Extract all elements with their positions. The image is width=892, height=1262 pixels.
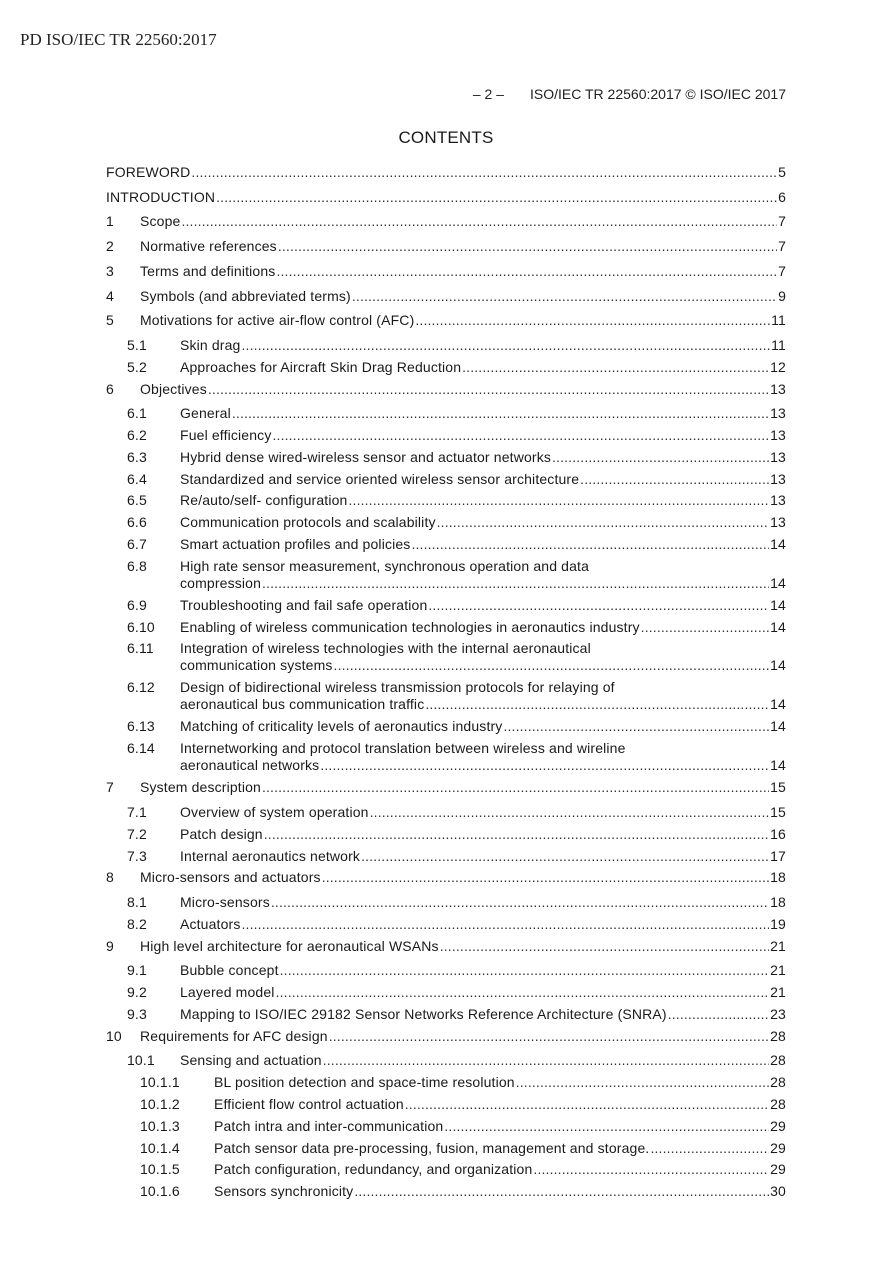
dot-leader	[370, 804, 770, 821]
toc-entry-title: Communication protocols and scalability	[180, 514, 436, 531]
dot-leader	[516, 1074, 769, 1091]
toc-entry-number: 6.1	[127, 405, 147, 422]
dot-leader	[280, 962, 770, 979]
toc-entry-page: 13	[770, 448, 786, 465]
toc-entry-number: 10	[106, 1027, 122, 1044]
dot-leader	[361, 848, 769, 865]
toc-entry-page: 11	[771, 336, 786, 353]
toc-entry-number: 6.4	[127, 470, 147, 487]
toc-entry-number: 5.1	[127, 336, 147, 353]
dot-leader	[641, 619, 769, 636]
toc-entry[interactable]	[106, 359, 786, 376]
toc-entry[interactable]	[106, 718, 786, 735]
toc-entry-page: 7	[778, 213, 786, 230]
dot-leader	[411, 536, 769, 553]
toc-entry-page: 16	[770, 825, 786, 842]
page-label: – 2 –	[472, 86, 505, 102]
toc-entry-title: INTRODUCTION	[106, 188, 216, 205]
dot-leader	[462, 359, 769, 376]
copyright-reference: ISO/IEC TR 22560:2017 © ISO/IEC 2017	[530, 86, 786, 102]
toc-entry[interactable]	[106, 471, 786, 488]
toc-entry-title: Internal aeronautics network	[180, 847, 361, 864]
toc-entry[interactable]	[106, 1096, 786, 1113]
dot-leader	[272, 427, 769, 444]
toc-entry[interactable]	[106, 962, 786, 979]
toc-entry-page: 15	[770, 779, 786, 796]
dot-leader	[262, 779, 769, 796]
toc-entry[interactable]	[106, 337, 786, 354]
toc-entry-title: Efficient flow control actuation	[214, 1096, 404, 1112]
toc-entry[interactable]	[106, 213, 786, 230]
toc-entry-title: Matching of criticality levels of aeronautics industry	[180, 718, 503, 735]
dot-leader	[276, 984, 770, 1001]
toc-entry-title: Re/auto/self- configuration	[180, 492, 348, 509]
toc-entry-number: 7.2	[127, 825, 147, 842]
toc-entry-title: Design of bidirectional wireless transmission protocols for relaying of	[180, 679, 615, 696]
toc-entry-title: General	[180, 405, 231, 422]
contents-title: CONTENTS	[398, 128, 494, 147]
toc-entry[interactable]	[106, 263, 786, 280]
toc-entry-number: 3	[106, 262, 114, 279]
toc-entry-page: 14	[770, 696, 786, 713]
toc-entry-title: Troubleshooting and fail safe operation	[180, 596, 428, 613]
toc-entry-number: 6.13	[127, 718, 155, 735]
toc-entry-title-continued: aeronautical networks	[180, 757, 320, 774]
toc-entry-number: 9.2	[127, 984, 147, 1001]
dot-leader	[428, 597, 769, 614]
toc-entry-number: 10.1.5	[140, 1161, 180, 1178]
toc-entry-title: Smart actuation profiles and policies	[180, 536, 411, 552]
toc-entry-page: 28	[770, 1052, 786, 1069]
toc-entry-title: Actuators	[180, 915, 241, 932]
dot-leader	[242, 337, 771, 354]
dot-leader	[668, 1006, 769, 1023]
toc-entry[interactable]	[106, 449, 786, 466]
toc-entry-title: Integration of wireless technologies with the internal aeronautical	[180, 640, 591, 657]
dot-leader	[503, 718, 769, 735]
dot-leader	[415, 312, 770, 329]
dot-leader	[354, 1183, 769, 1200]
toc-entry[interactable]	[106, 427, 786, 444]
toc-entry-number: 6.2	[127, 427, 147, 443]
dot-leader	[533, 1161, 769, 1178]
toc-entry[interactable]	[106, 1118, 786, 1135]
toc-entry-page: 23	[770, 1005, 786, 1022]
toc-entry-number: 8	[106, 869, 114, 886]
toc-entry-title: Fuel efficiency	[180, 427, 272, 443]
toc-entry[interactable]	[106, 869, 786, 886]
toc-entry-title: Approaches for Aircraft Skin Drag Reduction	[180, 358, 462, 375]
toc-entry-page: 11	[771, 312, 786, 329]
toc-entry-title: High level architecture for aeronautical WSANs	[140, 937, 439, 954]
dot-leader	[323, 1052, 769, 1069]
toc-entry-page: 19	[770, 915, 786, 932]
toc-entry[interactable]	[106, 1183, 786, 1200]
toc-entry[interactable]	[106, 640, 786, 674]
dot-leader	[329, 1028, 769, 1045]
toc-entry-title: Sensing and actuation	[180, 1052, 322, 1069]
toc-entry[interactable]	[106, 597, 786, 614]
toc-entry-page: 9	[778, 287, 786, 304]
toc-entry[interactable]	[106, 938, 786, 955]
toc-entry-title: Layered model	[180, 984, 275, 1001]
toc-entry-page: 14	[770, 718, 786, 735]
toc-entry[interactable]	[106, 492, 786, 509]
toc-entry-title: Internetworking and protocol translation between wireless and wireline	[180, 740, 626, 757]
dot-leader	[278, 238, 777, 255]
dot-leader	[437, 514, 769, 531]
toc-entry-number: 7.1	[127, 803, 147, 820]
dot-leader	[334, 657, 770, 674]
toc-entry-page: 29	[770, 1117, 786, 1134]
toc-entry-number: 2	[106, 238, 114, 255]
toc-entry-title: Scope	[140, 213, 181, 230]
dot-leader	[440, 938, 769, 955]
toc-entry-title: Bubble concept	[180, 962, 279, 979]
toc-entry[interactable]	[106, 514, 786, 531]
dot-leader	[552, 449, 769, 466]
toc-entry-title-continued: compression	[180, 574, 262, 591]
toc-entry-page: 28	[770, 1096, 786, 1112]
toc-entry[interactable]	[106, 894, 786, 911]
toc-entry-page: 14	[770, 618, 786, 635]
toc-entry-title: Patch sensor data pre-processing, fusion, management and storage.	[214, 1139, 650, 1156]
toc-entry-number: 10.1.4	[140, 1139, 180, 1156]
toc-entry-number: 6.9	[127, 596, 147, 613]
toc-entry[interactable]	[106, 536, 786, 553]
toc-entry-page: 21	[770, 937, 786, 954]
toc-entry[interactable]	[106, 740, 786, 774]
toc-entry[interactable]	[106, 1006, 786, 1023]
dot-leader	[352, 288, 777, 305]
toc-entry-number: 6.14	[127, 740, 155, 757]
toc-entry-number: 8.2	[127, 915, 147, 932]
toc-entry-title: System description	[140, 779, 261, 796]
toc-entry-title: BL position detection and space-time resolution	[214, 1074, 515, 1091]
toc-entry-number: 6.8	[127, 557, 147, 574]
toc-entry-number: 7.3	[127, 847, 147, 864]
toc-entry-title: Terms and definitions	[140, 262, 276, 279]
toc-entry[interactable]	[106, 558, 786, 592]
toc-entry-number: 6.3	[127, 448, 147, 465]
toc-entry-page: 5	[778, 164, 786, 180]
dot-leader	[216, 189, 777, 206]
toc-entry-number: 1	[106, 213, 114, 230]
dot-leader	[271, 894, 769, 911]
toc-entry-page: 14	[770, 574, 786, 591]
toc-entry-page: 18	[770, 869, 786, 886]
toc-entry-page: 14	[770, 657, 786, 674]
toc-entry-title: Enabling of wireless communication technologies in aeronautics industry	[180, 618, 640, 635]
toc-entry-title: Requirements for AFC design	[140, 1027, 328, 1044]
toc-entry-number: 8.1	[127, 894, 147, 910]
dot-leader	[208, 381, 769, 398]
toc-entry-title-continued: aeronautical bus communication traffic	[180, 696, 425, 713]
dot-leader	[322, 869, 769, 886]
toc-entry[interactable]	[106, 1028, 786, 1045]
toc-entry-title: Symbols (and abbreviated terms)	[140, 287, 351, 304]
dot-leader	[425, 696, 769, 713]
toc-entry[interactable]	[106, 1074, 786, 1091]
toc-entry-number: 9	[106, 937, 114, 954]
toc-entry-title: Sensors synchronicity	[214, 1183, 354, 1200]
toc-entry-number: 6.6	[127, 514, 147, 531]
dot-leader	[181, 213, 777, 230]
toc-entry[interactable]	[106, 619, 786, 636]
toc-entry[interactable]	[106, 164, 786, 181]
toc-entry-number: 5	[106, 312, 114, 329]
toc-entry-title: Patch design	[180, 825, 263, 842]
dot-leader	[348, 492, 769, 509]
dot-leader	[580, 471, 769, 488]
dot-leader	[191, 164, 777, 181]
dot-leader	[242, 916, 770, 933]
toc-entry-page: 13	[770, 405, 786, 422]
toc-entry[interactable]	[106, 848, 786, 865]
toc-entry-number: 10.1.2	[140, 1096, 180, 1112]
toc-entry[interactable]	[106, 1052, 786, 1069]
toc-entry-title: High rate sensor measurement, synchronous operation and data	[180, 557, 590, 574]
toc-entry-title: Overview of system operation	[180, 803, 369, 820]
toc-entry-page: 13	[770, 380, 786, 397]
toc-entry[interactable]	[106, 984, 786, 1001]
toc-entry[interactable]	[106, 826, 786, 843]
toc-entry-number: 6.11	[127, 640, 154, 657]
toc-entry-number: 6.7	[127, 536, 147, 552]
toc-entry-page: 7	[778, 262, 786, 279]
toc-entry-number: 10.1.1	[140, 1074, 180, 1091]
toc-entry-page: 15	[770, 803, 786, 820]
toc-entry[interactable]	[106, 312, 786, 329]
toc-entry-number: 9.3	[127, 1005, 147, 1022]
toc-entry-title: Patch intra and inter-communication	[214, 1117, 444, 1134]
toc-entry[interactable]	[106, 804, 786, 821]
toc-entry[interactable]	[106, 189, 786, 206]
dot-leader	[320, 757, 769, 774]
toc-entry[interactable]	[106, 1140, 786, 1157]
toc-entry-title: Standardized and service oriented wireless sensor architecture	[180, 470, 580, 487]
toc-entry[interactable]	[106, 288, 786, 305]
toc-entry-title: FOREWORD	[106, 164, 191, 180]
toc-entry-number: 5.2	[127, 358, 147, 375]
toc-entry-page: 12	[770, 358, 786, 375]
toc-entry-title: Patch configuration, redundancy, and organization	[214, 1161, 533, 1178]
toc-entry-page: 13	[770, 427, 786, 443]
toc-entry[interactable]	[106, 381, 786, 398]
dot-leader	[650, 1140, 769, 1157]
toc-entry-page: 14	[770, 757, 786, 774]
toc-entry-page: 17	[770, 847, 786, 864]
toc-entry-page: 29	[770, 1139, 786, 1156]
toc-entry-number: 6.12	[127, 679, 155, 696]
dot-leader	[264, 826, 769, 843]
toc-entry-title: Micro-sensors and actuators	[140, 869, 321, 886]
toc-entry-page: 13	[770, 492, 786, 509]
toc-entry-page: 14	[770, 536, 786, 552]
toc-entry-page: 13	[770, 470, 786, 487]
toc-entry-page: 21	[770, 962, 786, 979]
dot-leader	[232, 405, 769, 422]
toc-entry[interactable]	[106, 679, 786, 713]
toc-entry[interactable]	[106, 1161, 786, 1178]
toc-entry-number: 4	[106, 287, 114, 304]
toc-entry-page: 30	[770, 1183, 786, 1200]
toc-entry-number: 6.5	[127, 492, 147, 509]
toc-entry-number: 10.1.6	[140, 1183, 180, 1200]
toc-entry-page: 14	[770, 596, 786, 613]
toc-entry-title: Micro-sensors	[180, 894, 270, 910]
toc-entry[interactable]	[106, 405, 786, 422]
toc-entry-page: 13	[770, 514, 786, 531]
toc-entry-title: Motivations for active air-flow control (AFC)	[140, 312, 415, 329]
toc-entry-page: 28	[770, 1074, 786, 1091]
toc-entry-number: 10.1	[127, 1052, 155, 1069]
toc-entry-number: 9.1	[127, 962, 147, 979]
toc-entry-page: 21	[770, 984, 786, 1001]
toc-entry[interactable]	[106, 916, 786, 933]
toc-entry-title: Normative references	[140, 238, 277, 255]
toc-entry-number: 10.1.3	[140, 1117, 180, 1134]
dot-leader	[405, 1096, 769, 1113]
toc-entry-page: 18	[770, 894, 786, 910]
toc-entry[interactable]	[106, 238, 786, 255]
toc-entry-number: 7	[106, 779, 114, 796]
toc-entry-number: 6	[106, 380, 114, 397]
toc-entry-title: Objectives	[140, 380, 207, 397]
dot-leader	[444, 1118, 769, 1135]
toc-entry-title: Mapping to ISO/IEC 29182 Sensor Networks Reference Architecture (SNRA)	[180, 1005, 667, 1022]
toc-entry-page: 28	[770, 1027, 786, 1044]
toc-entry[interactable]	[106, 779, 786, 796]
dot-leader	[262, 575, 769, 592]
toc-entry-page: 6	[778, 188, 786, 205]
toc-entry-number: 6.10	[127, 618, 155, 635]
toc-entry-page: 7	[778, 238, 786, 255]
dot-leader	[276, 263, 777, 280]
toc-entry-page: 29	[770, 1161, 786, 1178]
toc-entry-title: Hybrid dense wired-wireless sensor and actuator networks	[180, 448, 552, 465]
toc-entry-title-continued: communication systems	[180, 657, 333, 674]
toc-entry-title: Skin drag	[180, 336, 241, 353]
document-code: PD ISO/IEC TR 22560:2017	[20, 30, 217, 49]
